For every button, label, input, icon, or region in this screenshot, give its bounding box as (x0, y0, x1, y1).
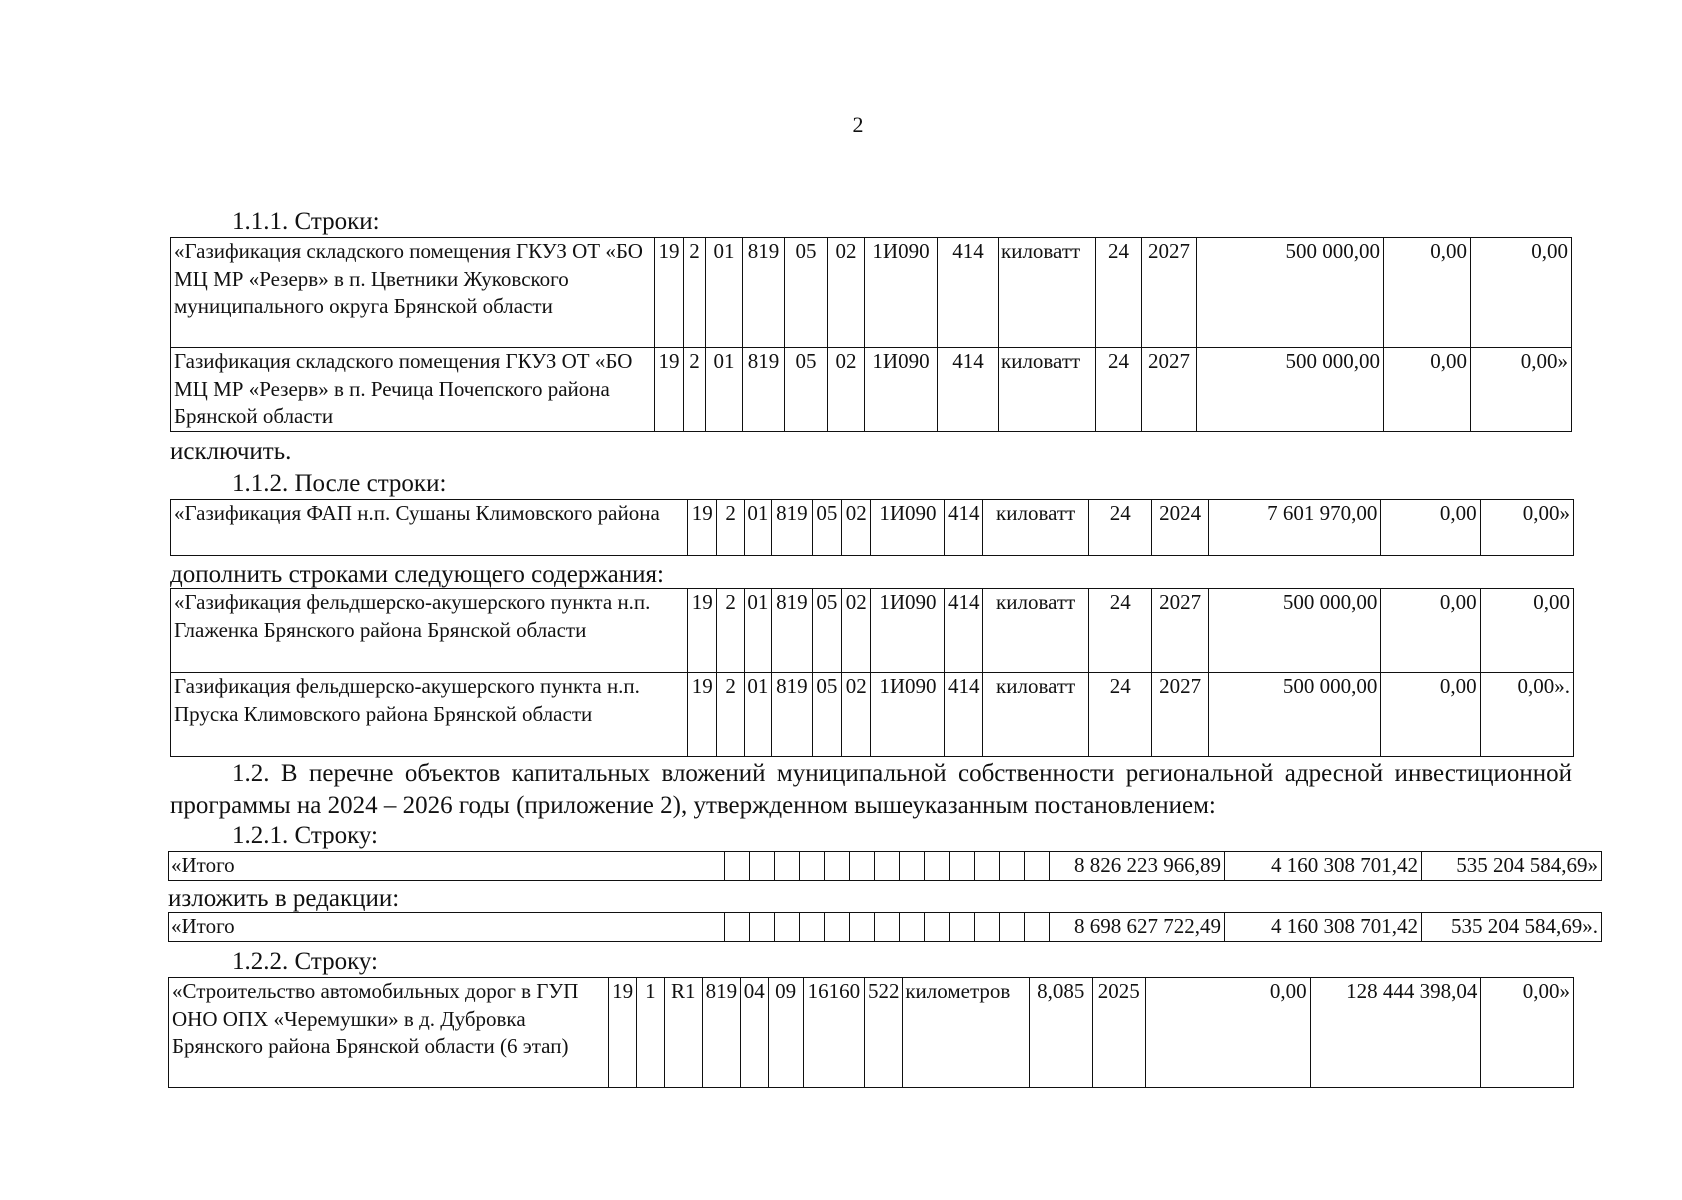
code-cell: 2 (717, 673, 744, 757)
code-cell: 414 (938, 348, 999, 432)
code-cell: 819 (702, 978, 740, 1088)
unit-cell: киловатт (982, 589, 1088, 673)
section-1-2-text: 1.2. В перечне объектов капитальных вложений муниципальной собственности региональной адресной инвестиционной программы на 2024 – 2026 годы (приложение 2), утвержденном вышеуказанным постановлением: (170, 760, 1572, 819)
code-cell: 414 (945, 500, 983, 556)
table-row (169, 978, 1574, 1088)
amount-cell: 0,00» (1481, 978, 1574, 1088)
section-heading-1-2-1: 1.2.1. Строку: (232, 822, 378, 849)
page-number: 2 (852, 112, 864, 137)
code-cell: 02 (828, 238, 865, 348)
code-cell: 19 (609, 978, 637, 1088)
code-cell: 2 (684, 348, 706, 432)
code-cell: 2 (717, 589, 744, 673)
code-cell: 01 (706, 238, 743, 348)
table-new-rows (170, 588, 1574, 757)
amount-cell: 0,00 (1480, 589, 1573, 673)
code-cell: 02 (842, 673, 871, 757)
amount-cell: 535 204 584,69» (1422, 852, 1602, 881)
amount-cell: 0,00». (1480, 673, 1573, 757)
add-rows-text: дополнить строками следующего содержания: (170, 561, 664, 588)
code-cell: 1 (636, 978, 664, 1088)
code-cell: 02 (828, 348, 865, 432)
amount-cell: 0,00» (1471, 348, 1572, 432)
code-cell: 522 (865, 978, 903, 1088)
code-cell: 05 (785, 348, 828, 432)
amount-cell: 0,00 (1384, 238, 1471, 348)
code-cell: 1И090 (865, 348, 938, 432)
section-heading-1-1-2: 1.1.2. После строки: (232, 470, 447, 497)
table-road-row (168, 977, 1574, 1088)
table-row (171, 589, 1574, 673)
code-cell: 1И090 (871, 673, 945, 757)
code-cell: 1И090 (871, 589, 945, 673)
exclude-text: исключить. (170, 438, 292, 465)
object-name: Газификация фельдшерско-акушерского пункта н.п. Пруска Климовского района Брянской области (171, 673, 688, 757)
amount-cell: 0,00 (1384, 348, 1471, 432)
unit-cell: киловатт (999, 238, 1096, 348)
table-row (171, 673, 1574, 757)
object-name: «Газификация складского помещения ГКУЗ ОТ «БО МЦ МР «Резерв» в п. Цветники Жуковского муниципального округа Брянской области (171, 238, 655, 348)
code-cell: 19 (655, 238, 684, 348)
code-cell: 01 (744, 673, 771, 757)
amount-cell: 535 204 584,69». (1422, 913, 1602, 942)
code-cell: 01 (706, 348, 743, 432)
object-name: «Газификация ФАП н.п. Сушаны Климовского района (171, 500, 688, 556)
table-after-row (170, 499, 1574, 556)
year-cell: 2027 (1152, 589, 1209, 673)
table-row (171, 238, 1572, 348)
code-cell: 819 (743, 348, 785, 432)
amount-cell: 7 601 970,00 (1208, 500, 1380, 556)
amount-cell: 500 000,00 (1208, 589, 1380, 673)
capacity-cell: 8,085 (1029, 978, 1092, 1088)
capacity-cell: 24 (1089, 673, 1152, 757)
code-cell: 414 (945, 589, 983, 673)
code-cell: R1 (664, 978, 702, 1088)
table-row (169, 913, 1602, 942)
code-cell: 819 (772, 673, 813, 757)
code-cell: 05 (812, 589, 841, 673)
amount-cell: 500 000,00 (1197, 348, 1384, 432)
code-cell: 19 (688, 589, 717, 673)
total-label: «Итого (169, 913, 725, 942)
code-cell: 16160 (803, 978, 865, 1088)
code-cell: 05 (812, 500, 841, 556)
amount-cell: 0,00 (1471, 238, 1572, 348)
code-cell: 819 (772, 589, 813, 673)
code-cell: 02 (842, 500, 871, 556)
table-row (169, 852, 1602, 881)
capacity-cell: 24 (1096, 238, 1142, 348)
total-label: «Итого (169, 852, 725, 881)
unit-cell: киловатт (982, 673, 1088, 757)
amount-cell: 0,00 (1381, 589, 1480, 673)
amount-cell: 0,00 (1381, 673, 1480, 757)
code-cell: 2 (717, 500, 744, 556)
code-cell: 819 (743, 238, 785, 348)
table-total-new (168, 912, 1602, 942)
table-total-old (168, 851, 1602, 881)
amount-cell: 4 160 308 701,42 (1225, 913, 1422, 942)
amount-cell: 4 160 308 701,42 (1225, 852, 1422, 881)
amount-cell: 128 444 398,04 (1310, 978, 1481, 1088)
edit-text: изложить в редакции: (168, 885, 400, 912)
code-cell: 19 (655, 348, 684, 432)
object-name: «Строительство автомобильных дорог в ГУП ОНО ОПХ «Черемушки» в д. Дубровка Брянского района Брянской области (6 этап) (169, 978, 609, 1088)
code-cell: 414 (945, 673, 983, 757)
code-cell: 2 (684, 238, 706, 348)
amount-cell: 500 000,00 (1197, 238, 1384, 348)
object-name: Газификация складского помещения ГКУЗ ОТ «БО МЦ МР «Резерв» в п. Речица Почепского района Брянской области (171, 348, 655, 432)
object-name: «Газификация фельдшерско-акушерского пункта н.п. Глаженка Брянского района Брянской области (171, 589, 688, 673)
code-cell: 1И090 (871, 500, 945, 556)
table-excluded-rows (170, 237, 1572, 432)
section-heading-1-1-1: 1.1.1. Строки: (232, 208, 380, 235)
code-cell: 09 (768, 978, 803, 1088)
amount-cell: 0,00 (1381, 500, 1480, 556)
unit-cell: киловатт (982, 500, 1088, 556)
code-cell: 01 (744, 589, 771, 673)
amount-cell: 0,00 (1146, 978, 1311, 1088)
code-cell: 05 (812, 673, 841, 757)
year-cell: 2024 (1152, 500, 1209, 556)
code-cell: 05 (785, 238, 828, 348)
code-cell: 819 (772, 500, 813, 556)
year-cell: 2027 (1152, 673, 1209, 757)
table-row (171, 348, 1572, 432)
capacity-cell: 24 (1089, 589, 1152, 673)
amount-cell: 8 826 223 966,89 (1050, 852, 1225, 881)
code-cell: 19 (688, 673, 717, 757)
year-cell: 2027 (1142, 238, 1197, 348)
unit-cell: киловатт (999, 348, 1096, 432)
year-cell: 2027 (1142, 348, 1197, 432)
capacity-cell: 24 (1089, 500, 1152, 556)
year-cell: 2025 (1092, 978, 1145, 1088)
code-cell: 01 (744, 500, 771, 556)
code-cell: 19 (688, 500, 717, 556)
code-cell: 414 (938, 238, 999, 348)
code-cell: 1И090 (865, 238, 938, 348)
amount-cell: 0,00» (1480, 500, 1573, 556)
amount-cell: 8 698 627 722,49 (1050, 913, 1225, 942)
section-heading-1-2-2: 1.2.2. Строку: (232, 948, 378, 975)
code-cell: 02 (842, 589, 871, 673)
capacity-cell: 24 (1096, 348, 1142, 432)
table-row (171, 500, 1574, 556)
code-cell: 04 (740, 978, 768, 1088)
unit-cell: километров (903, 978, 1030, 1088)
amount-cell: 500 000,00 (1208, 673, 1380, 757)
